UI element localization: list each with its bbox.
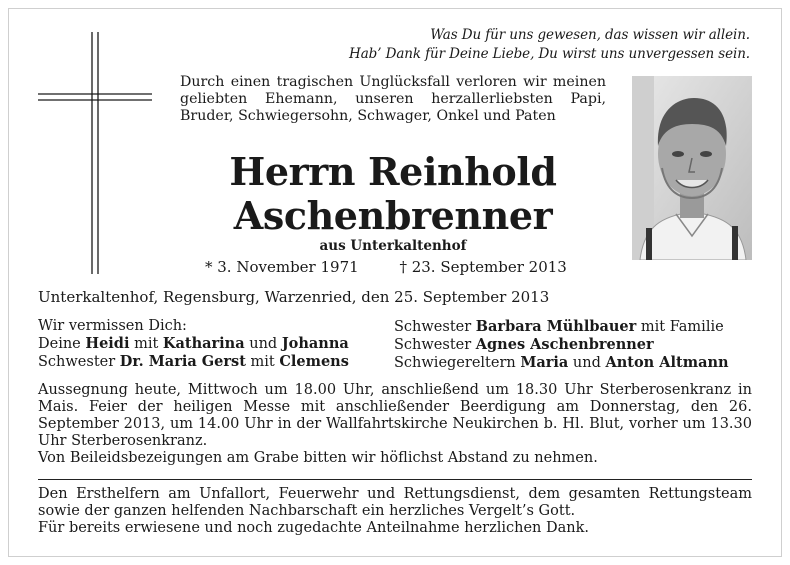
thanks-section bbox=[38, 486, 752, 537]
portrait-photo bbox=[632, 76, 752, 260]
mourner-line bbox=[394, 354, 764, 372]
mourner-text: Wir vermissen Dich: bbox=[38, 318, 187, 334]
mourner-name: Barbara Mühlbauer bbox=[475, 318, 637, 335]
mourner-text: Schwester bbox=[38, 354, 120, 370]
mourner-text: mit Familie bbox=[636, 319, 724, 335]
cross-icon bbox=[38, 32, 152, 274]
deceased-name-line-2: Aschenbrenner bbox=[233, 193, 553, 238]
mourner-line bbox=[38, 353, 388, 371]
motto-line-2: Hab’ Dank für Deine Liebe, Du wirst uns unvergessen sein. bbox=[349, 46, 750, 62]
funeral-service-info bbox=[38, 382, 752, 467]
mourner-line bbox=[38, 335, 388, 353]
mourner-line bbox=[394, 336, 764, 354]
divider bbox=[38, 479, 752, 480]
thanks-text: Den Ersthelfern am Unfallort, Feuerwehr und Rettungsdienst, dem gesamten Rettungsteam sowie der ganzen helfenden Nachbarschaft ein herzliches Vergelt’s Gott. bbox=[38, 486, 752, 519]
mourners-left-column bbox=[38, 318, 388, 371]
mourner-text: Schwiegereltern bbox=[394, 355, 521, 371]
mourner-text: mit bbox=[129, 336, 163, 352]
mourner-name: Agnes Aschenbrenner bbox=[475, 336, 654, 353]
condolence-note: Von Beileidsbezeigungen am Grabe bitten wir höflichst Abstand zu nehmen. bbox=[38, 450, 598, 466]
mourner-name: Johanna bbox=[281, 335, 349, 352]
mourner-name: Clemens bbox=[279, 353, 349, 370]
life-dates bbox=[205, 258, 567, 276]
place-and-date: Unterkaltenhof, Regensburg, Warzenried, den 25. September 2013 bbox=[38, 288, 550, 306]
mourner-text: und bbox=[244, 336, 282, 352]
thanks-closing: Für bereits erwiesene und noch zugedachte Anteilnahme herzlichen Dank. bbox=[38, 520, 589, 536]
death-date: † 23. September 2013 bbox=[399, 258, 567, 276]
motto-verse bbox=[349, 26, 750, 64]
deceased-name bbox=[180, 150, 606, 238]
mourner-name: Katharina bbox=[162, 335, 245, 352]
mourner-text: Deine bbox=[38, 336, 86, 352]
mourner-name: Dr. Maria Gerst bbox=[119, 353, 246, 370]
mourner-text: mit bbox=[245, 354, 280, 370]
deceased-name-line-1: Herrn Reinhold bbox=[229, 149, 557, 194]
mourner-name: Heidi bbox=[85, 335, 130, 352]
mourner-text: Schwester bbox=[394, 319, 476, 335]
service-text: Aussegnung heute, Mittwoch um 18.00 Uhr, anschließend um 18.30 Uhr Sterberosenkranz in Mais. Feier der heiligen Messe mit anschließender Beerdigung am Donnerstag, den 26. September 2013, um 14.00 Uhr in der Wallfahrtskirche Neukirchen b. Hl. Blut, vorher um 13.30 Uhr Sterberosenkranz. bbox=[38, 382, 752, 449]
birth-date: * 3. November 1971 bbox=[205, 258, 359, 276]
mourner-text: und bbox=[568, 355, 606, 371]
mourner-text: Schwester bbox=[394, 337, 476, 353]
mourner-line bbox=[38, 318, 388, 335]
deceased-origin: aus Unterkaltenhof bbox=[319, 238, 467, 254]
mourners-right-column bbox=[394, 318, 764, 372]
mourner-name: Maria bbox=[520, 354, 569, 371]
mourner-name: Anton Altmann bbox=[605, 354, 729, 371]
mourner-line bbox=[394, 318, 764, 336]
intro-text: Durch einen tragischen Unglücksfall verloren wir meinen geliebten Ehemann, unseren herzallerliebsten Papi, Bruder, Schwiegersohn, Schwager, Onkel und Paten bbox=[180, 74, 606, 124]
motto-line-1: Was Du für uns gewesen, das wissen wir allein. bbox=[430, 27, 750, 43]
